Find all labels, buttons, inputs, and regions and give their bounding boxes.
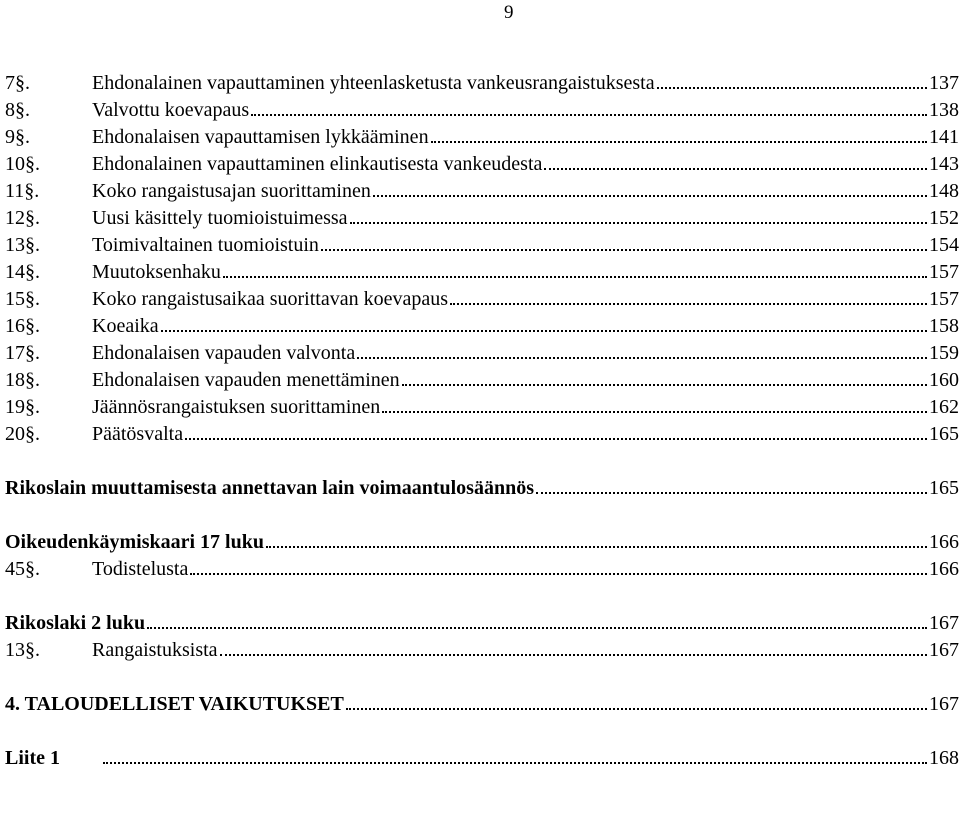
entry-title: Jäännösrangaistuksen suorittaminen (92, 396, 381, 418)
heading-page: 165 (929, 477, 959, 499)
heading-title: Rikoslain muuttamisesta annettavan lain voimaantulosäännös (5, 477, 534, 499)
spacer (5, 583, 960, 610)
section-number: 11§. (5, 180, 40, 202)
toc-heading[interactable] (5, 691, 960, 718)
heading-page: 166 (929, 531, 959, 553)
section-number: 13§. (5, 234, 40, 256)
entry-page: 167 (929, 639, 959, 661)
toc-entry[interactable] (5, 70, 960, 97)
dot-leader (373, 194, 927, 197)
entry-page: 162 (929, 396, 959, 418)
section-number: 18§. (5, 369, 40, 391)
section-number: 10§. (5, 153, 40, 175)
entry-title: Toimivaltainen tuomioistuin (92, 234, 319, 256)
entry-page: 154 (929, 234, 959, 256)
spacer (5, 502, 960, 529)
entry-title: Ehdonalainen vapauttaminen yhteenlasketusta vankeusrangaistuksesta (92, 72, 655, 94)
toc-entry[interactable] (5, 232, 960, 259)
spacer (5, 448, 960, 475)
toc-entry[interactable] (5, 556, 960, 583)
entry-page: 160 (929, 369, 959, 391)
heading-title: Liite 1 (5, 747, 60, 769)
toc-entry[interactable] (5, 394, 960, 421)
toc-entry[interactable] (5, 124, 960, 151)
dot-leader (357, 356, 927, 359)
entry-title: Ehdonalainen vapauttaminen elinkautisesta vankeudesta (92, 153, 543, 175)
dot-leader (657, 86, 927, 89)
spacer (5, 718, 960, 745)
dot-leader (161, 329, 927, 332)
entry-page: 157 (929, 261, 959, 283)
dot-leader (350, 221, 927, 224)
dot-leader (220, 653, 927, 656)
heading-title: Rikoslaki 2 luku (5, 612, 146, 634)
entry-title: Rangaistuksista (92, 639, 218, 661)
toc-entry[interactable] (5, 367, 960, 394)
section-number: 19§. (5, 396, 40, 418)
section-number: 17§. (5, 342, 40, 364)
toc-entry[interactable] (5, 637, 960, 664)
toc-heading[interactable] (5, 529, 960, 556)
dot-leader (450, 302, 927, 305)
section-number: 12§. (5, 207, 40, 229)
section-number: 14§. (5, 261, 40, 283)
dot-leader (266, 545, 927, 548)
section-number: 20§. (5, 423, 40, 445)
dot-leader (321, 248, 927, 251)
entry-page: 158 (929, 315, 959, 337)
entry-title: Uusi käsittely tuomioistuimessa (92, 207, 348, 229)
entry-page: 141 (929, 126, 959, 148)
dot-leader (536, 491, 927, 494)
toc-entry[interactable] (5, 421, 960, 448)
heading-title: Oikeudenkäymiskaari 17 luku (5, 531, 264, 553)
entry-title: Koeaika (92, 315, 159, 337)
entry-page: 165 (929, 423, 959, 445)
section-number: 9§. (5, 126, 30, 148)
toc-entry[interactable] (5, 340, 960, 367)
toc-entry[interactable] (5, 313, 960, 340)
toc-entry[interactable] (5, 259, 960, 286)
spacer (5, 664, 960, 691)
heading-page: 167 (929, 612, 959, 634)
toc-entry[interactable] (5, 286, 960, 313)
dot-leader (544, 167, 927, 170)
dot-leader (223, 275, 927, 278)
entry-title: Koko rangaistusaikaa suorittavan koevapaus (92, 288, 449, 310)
entry-title: Todistelusta (92, 558, 189, 580)
dot-leader (402, 383, 927, 386)
entry-page: 143 (929, 153, 959, 175)
toc-entry[interactable] (5, 178, 960, 205)
section-number: 15§. (5, 288, 40, 310)
table-of-contents (5, 70, 960, 772)
dot-leader (431, 140, 927, 143)
heading-page: 168 (929, 747, 959, 769)
section-number: 45§. (5, 558, 40, 580)
section-number: 16§. (5, 315, 40, 337)
entry-page: 152 (929, 207, 959, 229)
dot-leader (147, 626, 927, 629)
dot-leader (251, 113, 927, 116)
toc-entry[interactable] (5, 97, 960, 124)
toc-entry[interactable] (5, 205, 960, 232)
entry-title: Koko rangaistusajan suorittaminen (92, 180, 371, 202)
dot-leader (382, 410, 927, 413)
entry-page: 138 (929, 99, 959, 121)
toc-heading[interactable] (5, 610, 960, 637)
entry-page: 148 (929, 180, 959, 202)
section-number: 8§. (5, 99, 30, 121)
section-number: 13§. (5, 639, 40, 661)
entry-title: Päätösvalta (92, 423, 184, 445)
entry-title: Muutoksenhaku (92, 261, 221, 283)
entry-title: Ehdonalaisen vapauttamisen lykkääminen (92, 126, 429, 148)
dot-leader (190, 572, 927, 575)
entry-title: Ehdonalaisen vapauden menettäminen (92, 369, 400, 391)
dot-leader (346, 707, 927, 710)
entry-title: Valvottu koevapaus (92, 99, 250, 121)
dot-leader (185, 437, 927, 440)
entry-title: Ehdonalaisen vapauden valvonta (92, 342, 356, 364)
section-number: 7§. (5, 72, 30, 94)
toc-heading[interactable] (5, 475, 960, 502)
page-number: 9 (504, 2, 514, 23)
toc-heading[interactable] (5, 745, 960, 772)
entry-page: 157 (929, 288, 959, 310)
entry-page: 159 (929, 342, 959, 364)
entry-page: 137 (929, 72, 959, 94)
dot-leader (103, 761, 927, 764)
entry-page: 166 (929, 558, 959, 580)
toc-entry[interactable] (5, 151, 960, 178)
heading-page: 167 (929, 693, 959, 715)
heading-title: 4. TALOUDELLISET VAIKUTUKSET (5, 693, 344, 715)
